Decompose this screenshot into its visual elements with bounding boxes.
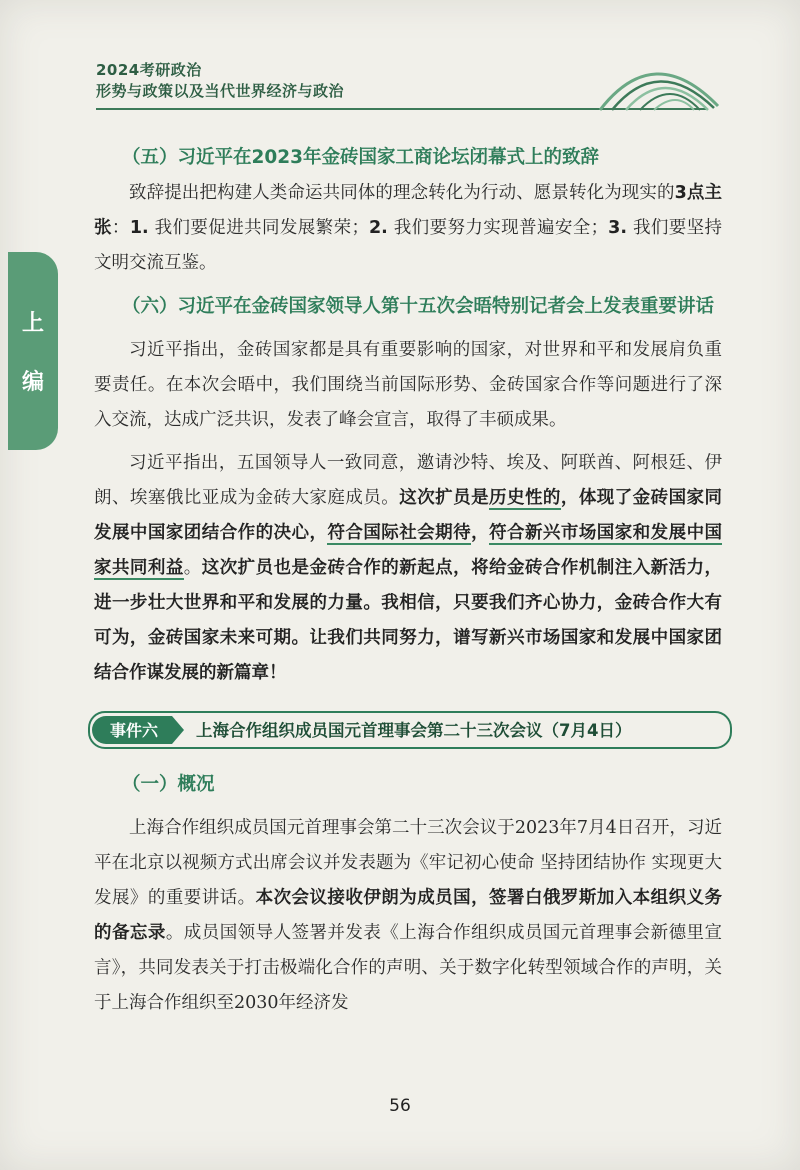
text-run: ： bbox=[111, 218, 130, 238]
running-header bbox=[96, 60, 344, 102]
event-label: 事件六 bbox=[92, 716, 172, 744]
section-heading-6: （六）习近平在金砖国家领导人第十五次会晤特别记者会上发表重要讲话 bbox=[122, 296, 715, 317]
header-book-subtitle: 形势与政策以及当代世界经济与政治 bbox=[96, 82, 345, 100]
bold-run: 1. bbox=[129, 218, 149, 238]
bold-run: 本次会议接收伊朗为成员国，签署白俄罗斯加入本组织义务的备忘录 bbox=[94, 888, 723, 943]
bold-run: 这次扩员是 bbox=[399, 488, 490, 508]
volume-side-tab bbox=[8, 252, 58, 450]
header-arc-decoration bbox=[594, 50, 724, 112]
paragraph-overview-1 bbox=[94, 811, 722, 1021]
text-run: 。成员国领导人签署并发表《上海合作组织成员国元首理事会新德里宣言》，共同发表关于打击极端化合作的声明、关于数字化转型领域合作的声明，关于上海合作组织至2030年经济发 bbox=[94, 923, 723, 1013]
page-number: 56 bbox=[389, 1096, 411, 1116]
underlined-bold-run: 符合新兴市场国家和发展中国家共同利益 bbox=[94, 523, 723, 578]
text-run: 我们要努力实现普遍安全； bbox=[387, 218, 609, 238]
text-run: 致辞提出把构建人类命运共同体的理念转化为行动、愿景转化为现实的 bbox=[129, 183, 675, 203]
bold-run: 3点主张 bbox=[94, 183, 722, 238]
event-title: 上海合作组织成员国元首理事会第二十三次会议（7月4日） bbox=[196, 720, 632, 740]
event-banner bbox=[88, 711, 732, 749]
text-run: 上海合作组织成员国元首理事会第二十三次会议于2023年7月4日召开，习近平在北京以视频方式出席会议并发表题为《牢记初心使命 坚持团结协作 实现更大发展》的重要讲话。 bbox=[94, 818, 722, 908]
paragraph-5-1 bbox=[94, 176, 722, 281]
page-content bbox=[94, 140, 722, 1021]
bold-run: 这次扩员也是金砖合作的新起点，将给金砖合作机制注入新活力，进一步壮大世界和平和发展的力量。我相信，只要我们齐心协力，金砖合作大有可为，金砖国家未来可期。让我们共同努力，谱写新兴市场国家和发展中国家团结合作谋发展的新篇章！ bbox=[94, 558, 723, 683]
header-book-title: 2024考研政治 bbox=[96, 61, 202, 79]
text-run: 我们要坚持文明交流互鉴。 bbox=[94, 218, 723, 273]
subsection-heading-overview: （一）概况 bbox=[122, 774, 215, 795]
underlined-bold-run: 符合国际社会期待 bbox=[327, 523, 472, 543]
underlined-bold-run: 历史性的 bbox=[489, 488, 561, 508]
bold-run: ， bbox=[471, 523, 490, 543]
bold-run: 2. bbox=[368, 218, 388, 238]
paragraph-6-1: 习近平指出，金砖国家都是具有重要影响的国家，对世界和平和发展肩负重要责任。在本次会晤中，我们围绕当前国际形势、金砖国家合作等问题进行了深入交流，达成广泛共识，发表了峰会宣言，取得了丰硕成果。 bbox=[94, 340, 722, 430]
text-run: 。 bbox=[183, 558, 202, 578]
section-heading-5: （五）习近平在2023年金砖国家工商论坛闭幕式上的致辞 bbox=[122, 147, 599, 168]
text-run: 我们要促进共同发展繁荣； bbox=[148, 218, 369, 238]
bold-run: ，体现了金砖国家同发展中国家团结合作的决心， bbox=[94, 488, 723, 543]
text-run: 习近平指出，五国领导人一致同意，邀请沙特、埃及、阿联酋、阿根廷、伊朗、埃塞俄比亚成为金砖大家庭成员。 bbox=[94, 453, 722, 508]
side-tab-char-2: 编 bbox=[21, 370, 44, 395]
bold-run: 3. bbox=[608, 218, 627, 238]
paragraph-6-2 bbox=[94, 446, 722, 691]
side-tab-char-1: 上 bbox=[21, 311, 44, 336]
